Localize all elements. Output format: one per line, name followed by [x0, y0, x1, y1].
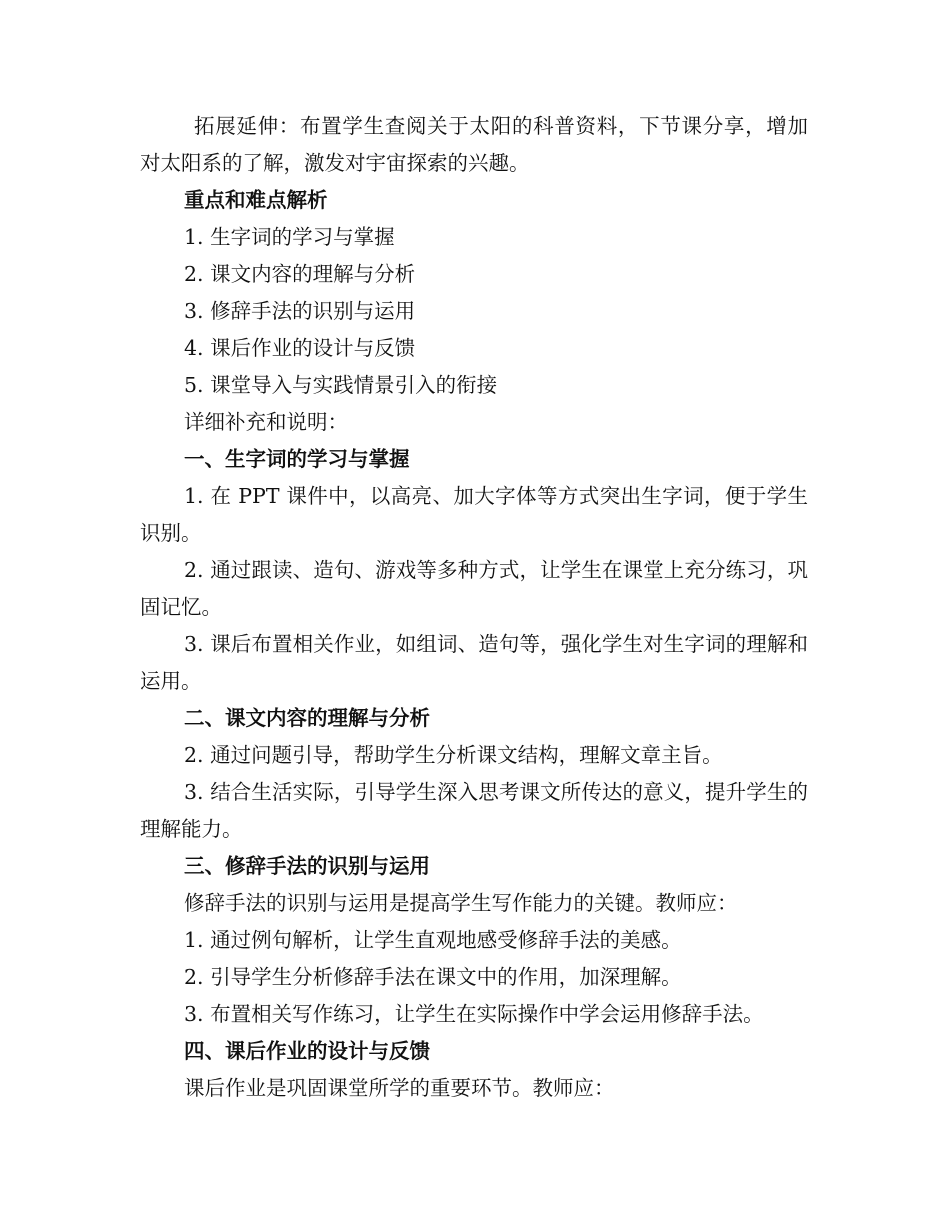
section-heading-1: 一、生字词的学习与掌握: [184, 447, 410, 471]
list-item: 5. 课堂导入与实践情景引入的衔接: [184, 373, 498, 397]
paragraph: 3. 课后布置相关作业，如组词、造句等，强化学生对生字词的理解和运用。: [140, 632, 808, 693]
paragraph-extension: 拓展延伸：布置学生查阅关于太阳的科普资料，下节课分享，增加对太阳系的了解，激发对宇宙探索的兴趣。: [140, 114, 808, 175]
paragraph: 1. 在 PPT 课件中，以高亮、加大字体等方式突出生字词，便于学生识别。: [140, 484, 808, 545]
list-item: 2. 课文内容的理解与分析: [184, 262, 416, 286]
list-item: 3. 修辞手法的识别与运用: [184, 299, 416, 323]
section-heading-4: 四、课后作业的设计与反馈: [184, 1039, 430, 1063]
list-item: 1. 生字词的学习与掌握: [184, 225, 395, 249]
paragraph: 3. 布置相关写作练习，让学生在实际操作中学会运用修辞手法。: [184, 1002, 764, 1026]
paragraph: 2. 通过问题引导，帮助学生分析课文结构，理解文章主旨。: [184, 743, 723, 767]
paragraph: 3. 结合生活实际，引导学生深入思考课文所传达的意义，提升学生的理解能力。: [140, 780, 808, 841]
paragraph: 1. 通过例句解析，让学生直观地感受修辞手法的美感。: [184, 928, 682, 952]
section-heading-2: 二、课文内容的理解与分析: [184, 706, 430, 730]
paragraph: 课后作业是巩固课堂所学的重要环节。教师应：: [184, 1076, 615, 1100]
paragraph: 修辞手法的识别与运用是提高学生写作能力的关键。教师应：: [184, 891, 738, 915]
section-heading-3: 三、修辞手法的识别与运用: [184, 854, 430, 878]
section-heading-key-points: 重点和难点解析: [184, 188, 328, 212]
document-body: [140, 108, 808, 1107]
paragraph: 2. 通过跟读、造句、游戏等多种方式，让学生在课堂上充分练习，巩固记忆。: [140, 558, 808, 619]
list-item: 4. 课后作业的设计与反馈: [184, 336, 416, 360]
paragraph-details-intro: 详细补充和说明：: [184, 410, 348, 434]
paragraph: 2. 引导学生分析修辞手法在课文中的作用，加深理解。: [184, 965, 682, 989]
